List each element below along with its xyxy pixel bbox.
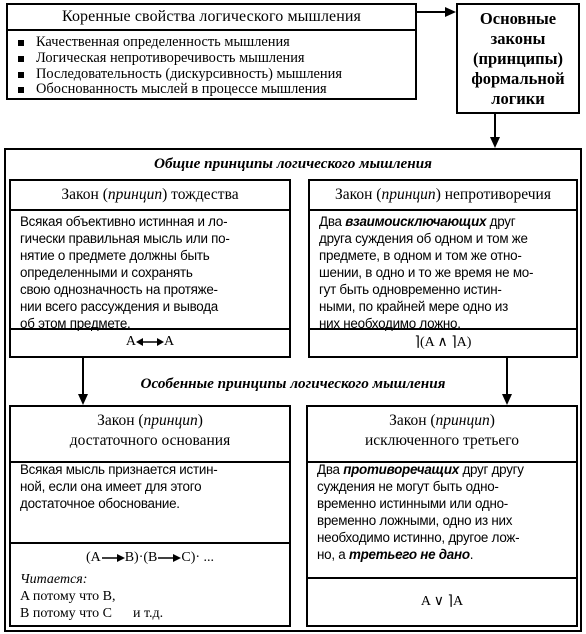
- excluded-middle-formula: A ∨ ⌉A: [420, 594, 464, 609]
- law-sufficient-reason-box: [9, 405, 291, 627]
- law-sufficient-reason-text: Всякая мысль признается истин- ной, если она имеет для этого достаточное обоснование.: [11, 457, 289, 544]
- law-noncontradiction-box: [308, 179, 578, 358]
- list-item: Логическая непротиворечивость мышления: [18, 51, 409, 67]
- properties-title: Коренные свойства логического мышления: [8, 5, 415, 31]
- law-noncontradiction-title: Закон (принцип) непротиворечия: [310, 181, 576, 211]
- properties-box: [6, 3, 417, 100]
- general-principles-title: Общие принципы логического мышления: [153, 155, 432, 172]
- identity-formula: A A: [125, 334, 175, 349]
- sufficient-reason-formula: (A B)·(B C)· ...: [85, 550, 215, 565]
- noncontradiction-formula: ⌉(A ∧ ⌉A): [414, 335, 472, 350]
- arrow-right-icon: [101, 553, 125, 563]
- law-excluded-middle-title: Закон (принцип) исключенного третьего: [308, 407, 576, 463]
- double-arrow-icon: [136, 337, 164, 347]
- law-excluded-middle-box: [306, 405, 578, 627]
- law-excluded-middle-text: Два противоречащих друг другу суждения не могут быть одно- временно истинными или одно- временно ложными, одно из них необходимо истинно, другое лож- но, а третьего не дано.: [308, 457, 576, 579]
- law-identity-title: Закон (принцип) тождества: [11, 181, 289, 211]
- law-sufficient-reason-title: Закон (принцип) достаточного основания: [11, 407, 289, 463]
- list-item: Качественная определенность мышления: [18, 35, 409, 51]
- laws-box: Основные законы (принципы) формальной логики: [456, 3, 580, 114]
- list-item: Последовательность (дискурсивность) мышления: [18, 67, 409, 83]
- bullet-icon: [18, 87, 24, 93]
- bullet-icon: [18, 56, 24, 62]
- reads-note: Читается: A потому что B, B потому что C и т.д.: [20, 572, 164, 621]
- bullet-icon: [18, 40, 24, 46]
- arrow-down-icon: [76, 358, 90, 406]
- law-identity-box: [9, 179, 291, 358]
- arrow-down-icon: [488, 114, 502, 149]
- arrow-right-icon: [417, 5, 457, 19]
- arrow-down-icon: [500, 358, 514, 406]
- bullet-icon: [18, 72, 24, 78]
- special-principles-title: Особенные принципы логического мышления: [140, 375, 446, 392]
- properties-list: [18, 35, 409, 98]
- law-noncontradiction-text: Два взаимоисключающих друг друга суждения об одном и том же предмете, в одном и том же отно- шении, в одно и то же время не мо- гут быть одновременно истин- ными, по крайней мере одно из них необходимо ложно.: [310, 209, 576, 330]
- arrow-right-icon: [157, 553, 181, 563]
- law-identity-text: Всякая объективно истинная и ло- гически правильная мысль или по- нятие о предмете должны быть определенными и сохранять свою однозначность на протяже- нии всего рассуждения и вывода об этом предмете.: [11, 209, 289, 330]
- list-item: Обоснованность мыслей в процессе мышления: [18, 82, 409, 98]
